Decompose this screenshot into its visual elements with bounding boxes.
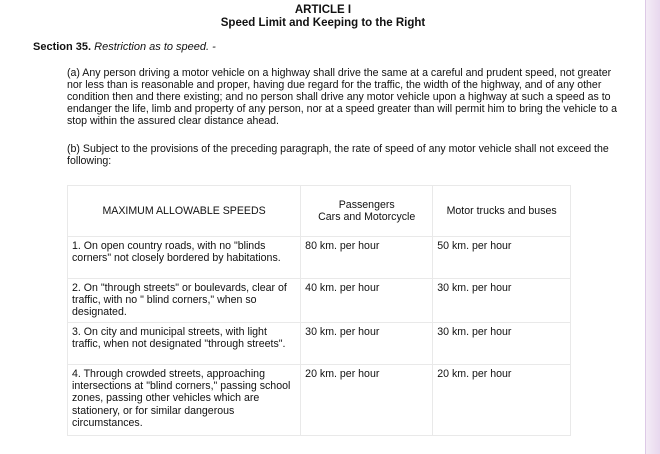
row1-trucks-speed: 50 km. per hour [437,240,512,252]
row3-description: 3. On city and municipal streets, with light traffic, when not designated "through streets". [72,326,286,351]
header-passenger-cars-text: Passengers Cars and Motorcycle [318,198,416,223]
article-title: ARTICLE I [294,4,352,16]
table-cell [301,237,433,279]
paragraph-a: (a) Any person driving a motor vehicle on a highway shall drive the same at a careful and prudent speed, not greater nor less than is reasonable and proper, having due regard for the traffic, the width of the highway, and of any other condition then and there existing; and no person shall drive any motor vehicle upon a highway at such a speed as to endanger the life, limb and property of any person, nor at a speed greater than will permit him to bring the vehicle to a stop within the assured clear distance ahead. [67,67,618,128]
row2-trucks-speed: 30 km. per hour [437,282,512,294]
table-row [68,237,571,279]
table-cell [433,237,571,279]
table-cell [68,365,301,436]
article-subtitle: Speed Limit and Keeping to the Right [220,17,426,29]
paragraph-b: (b) Subject to the provisions of the preceding paragraph, the rate of speed of any motor vehicle shall not exceed the following: [67,143,609,168]
section-heading [33,41,216,54]
speed-limit-table [67,185,571,436]
header-max-speeds: MAXIMUM ALLOWABLE SPEEDS [68,186,301,237]
row3-cars-speed: 30 km. per hour [305,326,380,339]
window-frame-edge [645,0,660,454]
table-cell [301,323,433,365]
table-row [68,323,571,365]
section-number: Section 35. [33,41,92,53]
table-cell [301,279,433,323]
row4-trucks-speed: 20 km. per hour [437,368,512,381]
row2-description: 2. On "through streets" or boulevards, clear of traffic, with no " blind corners," when so designated. [72,282,287,319]
section-title: Restriction as to speed. - [94,41,216,53]
row1-description: 1. On open country roads, with no "blinds corners" not closely bordered by habitations. [72,240,281,265]
table-cell [301,365,433,436]
header-trucks-buses: Motor trucks and buses [433,186,571,237]
row4-cars-speed: 20 km. per hour [305,368,380,381]
row3-trucks-speed: 30 km. per hour [437,326,512,339]
header-passenger-cars [301,186,433,237]
table-row [68,279,571,323]
table-header-row [68,186,571,237]
table-row [68,365,571,436]
table-cell [68,279,301,323]
table-cell [433,365,571,436]
table-cell [433,279,571,323]
table-cell [68,323,301,365]
row4-description: 4. Through crowded streets, approaching intersections at "blind corners," passing school zones, passing other vehicles which are stationery, or for similar dangerous circumstances. [72,368,291,429]
row1-cars-speed: 80 km. per hour [305,240,380,252]
row2-cars-speed: 40 km. per hour [305,282,380,294]
table-cell [68,237,301,279]
table-cell [433,323,571,365]
